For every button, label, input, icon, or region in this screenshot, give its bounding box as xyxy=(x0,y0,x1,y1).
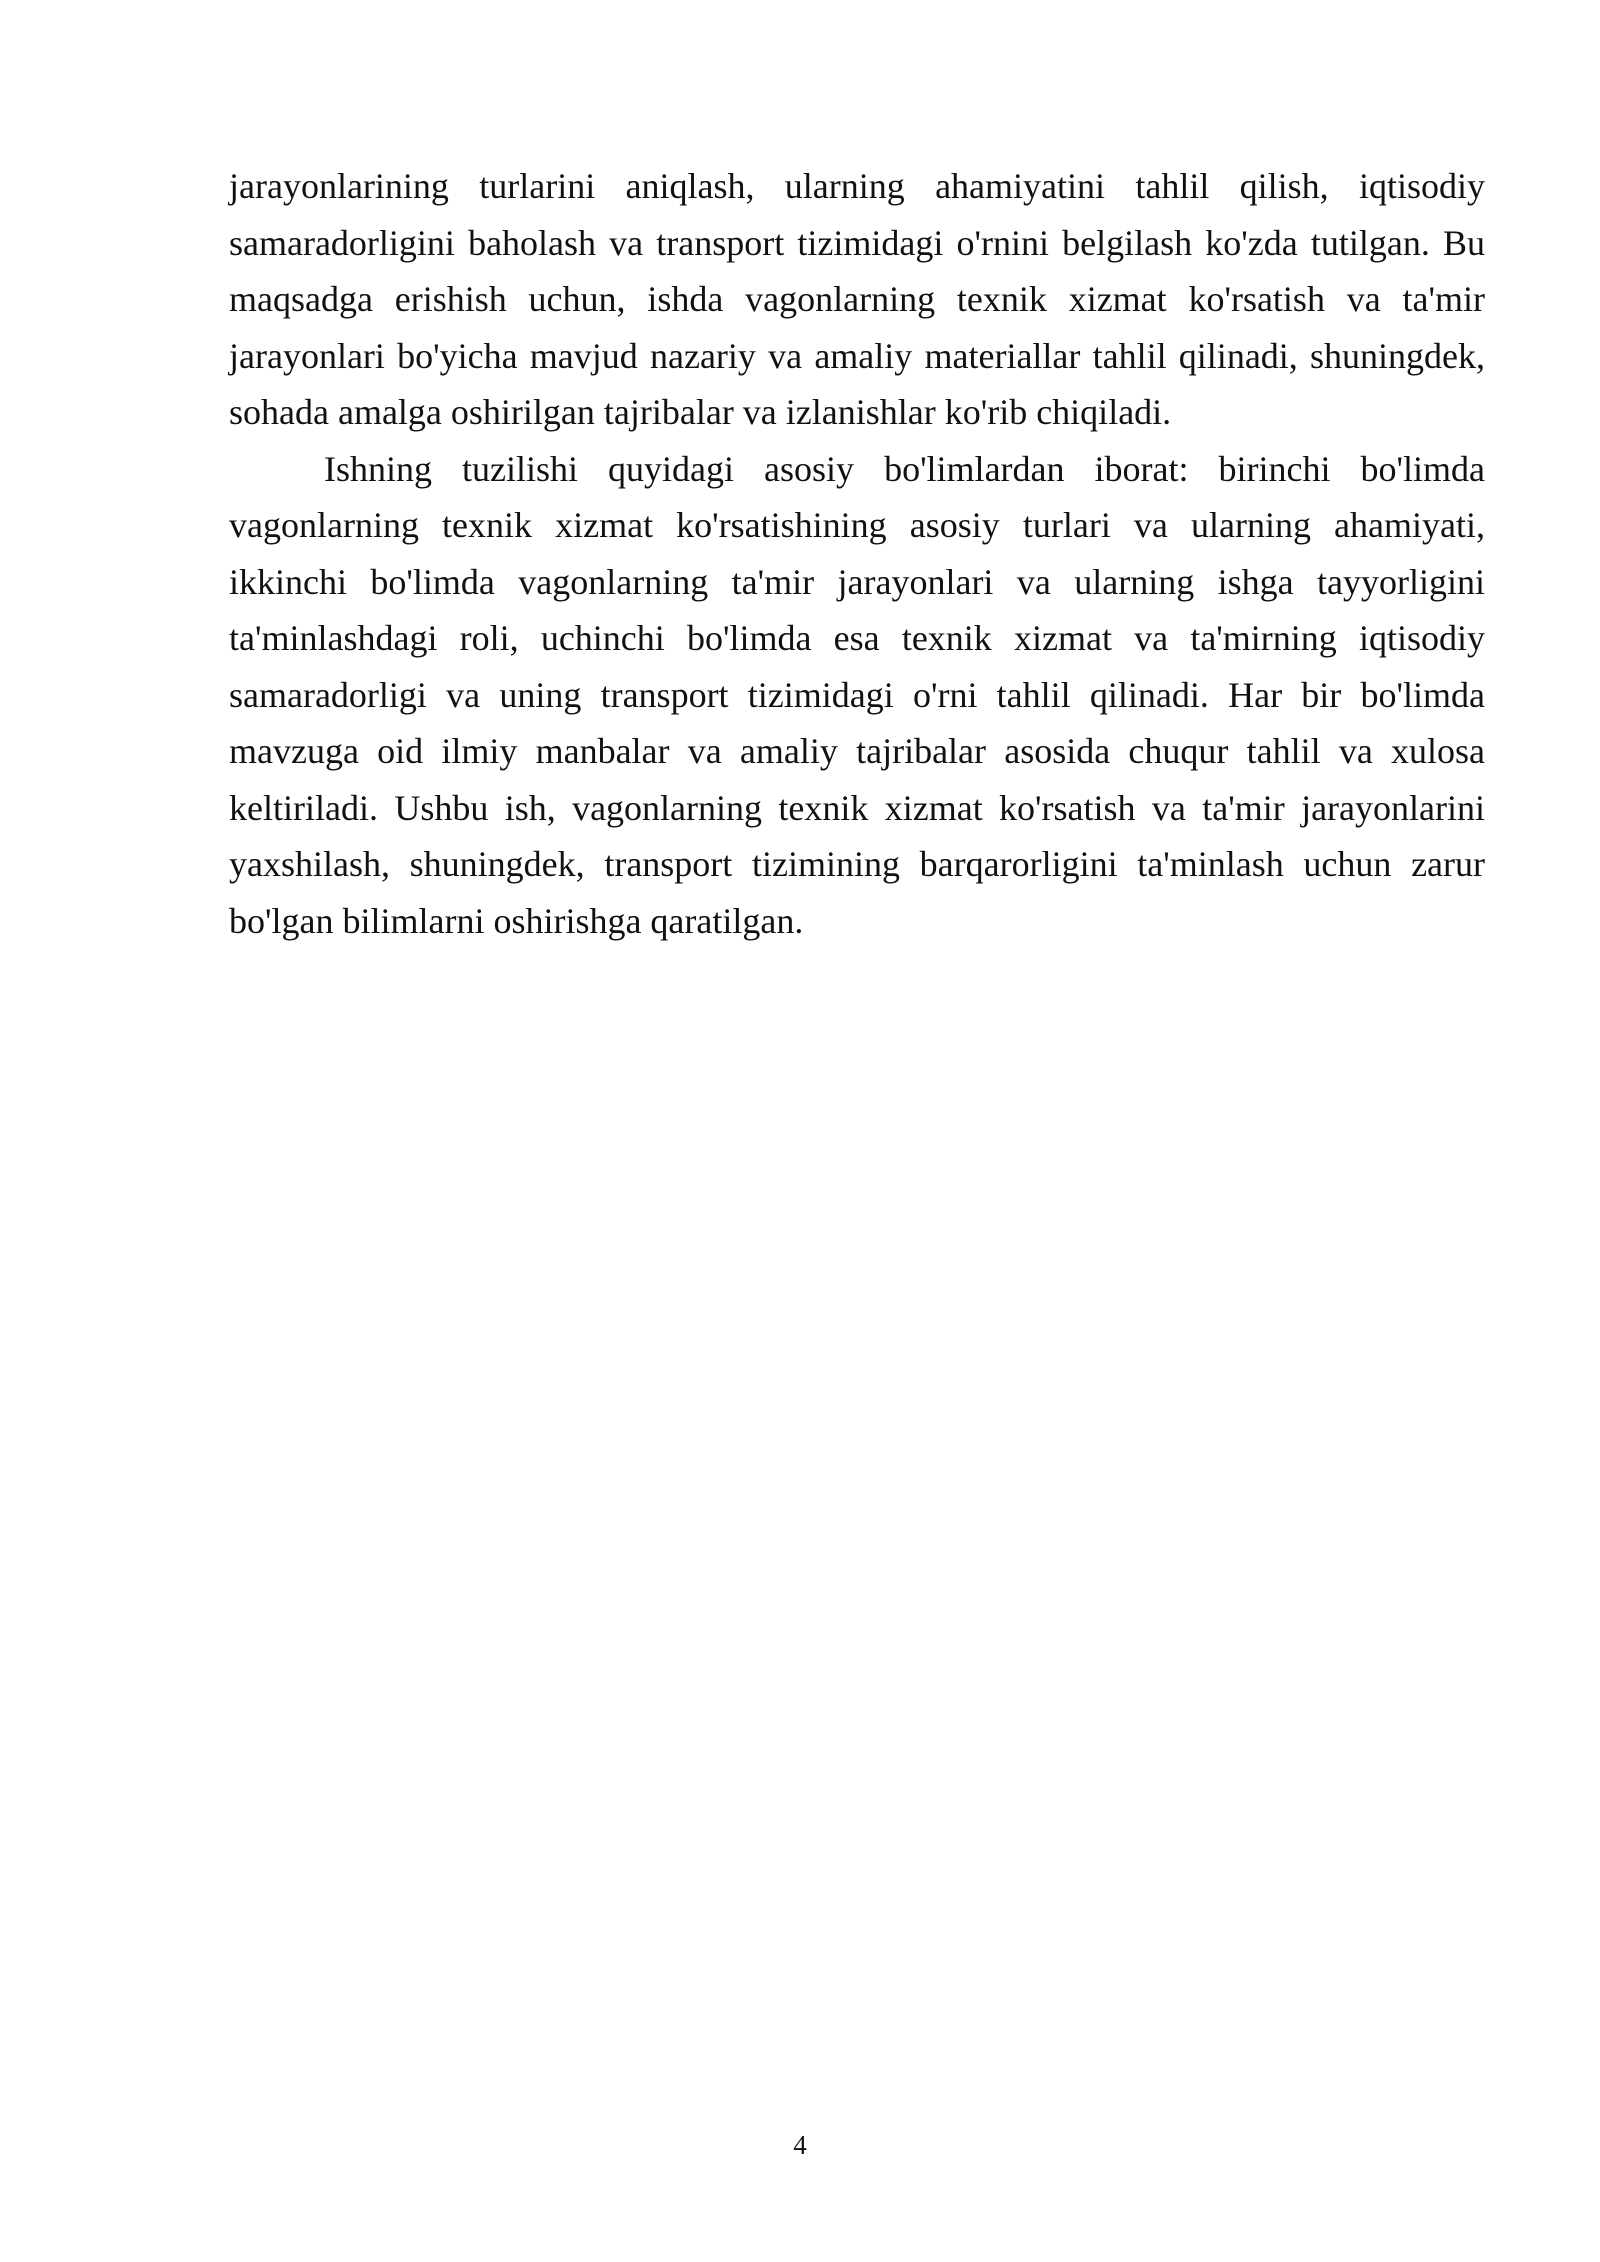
paragraph-continuation: jarayonlarining turlarini aniqlash, ularning ahamiyatini tahlil qilish, iqtisodiy samaradorligini baholash va transport tizimidagi o'rnini belgilash ko'zda tutilgan. Bu maqsadga erishish uchun, ishda vagonlarning texnik xizmat ko'rsatish va ta'mir jarayonlari bo'yicha mavjud nazariy va amaliy materiallar tahlil qilinadi, shuningdek, sohada amalga oshirilgan tajribalar va izlanishlar ko'rib chiqiladi. xyxy=(229,166,1485,432)
body-text xyxy=(229,158,1485,949)
page-number: 4 xyxy=(793,2130,807,2160)
paragraph-structure: Ishning tuzilishi quyidagi asosiy bo'limlardan iborat: birinchi bo'limda vagonlarning texnik xizmat ko'rsatishining asosiy turlari va ularning ahamiyati, ikkinchi bo'limda vagonlarning ta'mir jarayonlari va ularning ishga tayyorligini ta'minlashdagi roli, uchinchi bo'limda esa texnik xizmat va ta'mirning iqtisodiy samaradorligi va uning transport tizimidagi o'rni tahlil qilinadi. Har bir bo'limda mavzuga oid ilmiy manbalar va amaliy tajribalar asosida chuqur tahlil va xulosa keltiriladi. Ushbu ish, vagonlarning texnik xizmat ko'rsatish va ta'mir jarayonlarini yaxshilash, shuningdek, transport tizimining barqarorligini ta'minlash uchun zarur bo'lgan bilimlarni oshirishga qaratilgan. xyxy=(229,448,1485,941)
